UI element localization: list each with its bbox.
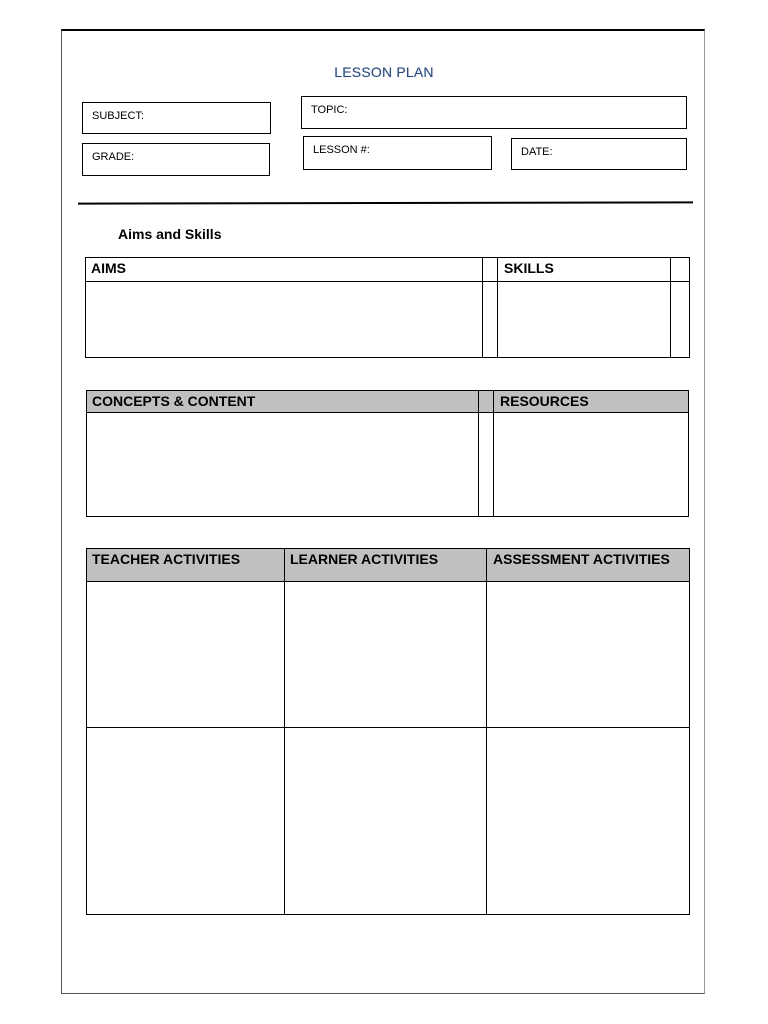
concepts-input-area[interactable] xyxy=(87,414,477,516)
resources-input-area[interactable] xyxy=(494,414,688,516)
grade-field[interactable] xyxy=(82,143,270,176)
aims-header-divider xyxy=(85,281,690,282)
lesson-number-label: LESSON #: xyxy=(313,144,370,156)
date-field[interactable] xyxy=(511,138,687,170)
teacher-activities-header: TEACHER ACTIVITIES xyxy=(92,551,241,567)
resources-header: RESOURCES xyxy=(500,393,589,409)
concepts-header-divider xyxy=(86,412,689,413)
skills-header: SKILLS xyxy=(504,260,554,276)
learner-activities-header: LEARNER ACTIVITIES xyxy=(290,551,439,567)
activities-header-divider xyxy=(86,581,690,582)
aims-input-area[interactable] xyxy=(86,283,482,357)
lesson-number-field[interactable] xyxy=(303,136,492,170)
page-title: LESSON PLAN xyxy=(334,64,434,80)
teacher-activities-cell-2[interactable] xyxy=(87,729,283,914)
topic-field[interactable] xyxy=(301,96,687,129)
aims-header: AIMS xyxy=(91,260,126,276)
subject-field[interactable] xyxy=(82,102,271,134)
assessment-activities-header: ASSESSMENT ACTIVITIES xyxy=(493,551,670,567)
activities-row-divider xyxy=(86,727,690,728)
assessment-activities-cell-1[interactable] xyxy=(487,583,689,726)
concepts-column-divider xyxy=(478,390,479,517)
concepts-content-header: CONCEPTS & CONTENT xyxy=(92,393,256,409)
grade-label: GRADE: xyxy=(92,151,135,163)
date-label: DATE: xyxy=(521,146,553,158)
learner-activities-cell-2[interactable] xyxy=(285,729,485,914)
teacher-activities-cell-1[interactable] xyxy=(87,583,283,726)
subject-label: SUBJECT: xyxy=(92,110,144,122)
learner-activities-cell-1[interactable] xyxy=(285,583,485,726)
topic-label: TOPIC: xyxy=(311,104,348,116)
skills-right-divider xyxy=(670,257,671,358)
skills-input-area[interactable] xyxy=(498,283,669,357)
assessment-activities-cell-2[interactable] xyxy=(487,729,689,914)
aims-column-divider xyxy=(482,257,483,358)
aims-skills-heading: Aims and Skills xyxy=(118,226,222,242)
